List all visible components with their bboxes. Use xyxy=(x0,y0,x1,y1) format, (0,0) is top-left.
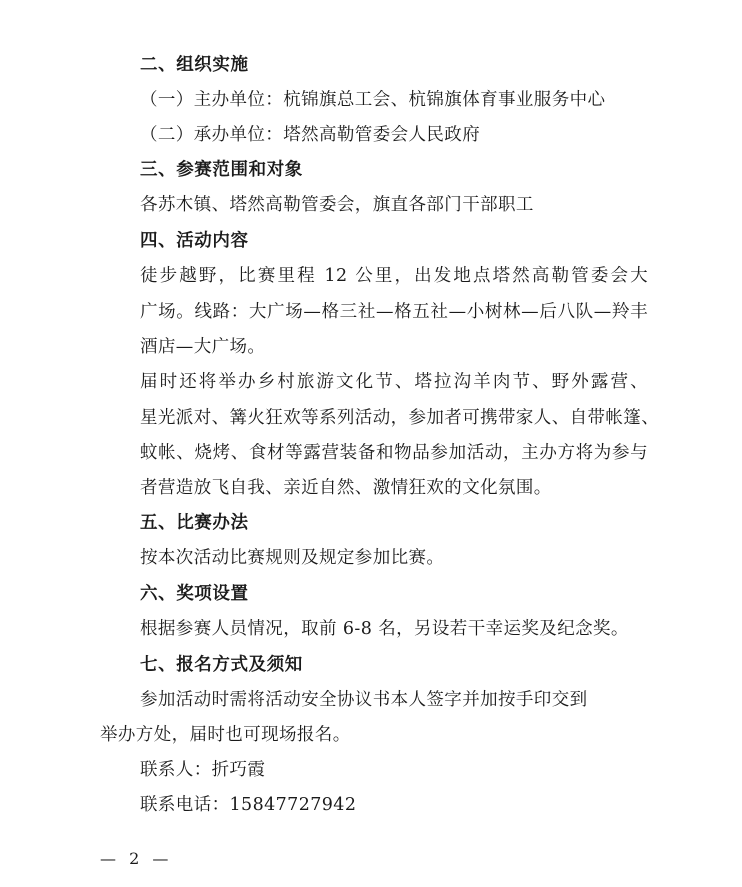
section-7-heading: 七、报名方式及须知 xyxy=(140,655,303,675)
section-7-paragraph-line-2: 举办方处，届时也可现场报名。 xyxy=(100,725,351,745)
section-4-paragraph-1-line-3: 酒店—大广场。 xyxy=(140,337,266,357)
section-4-heading: 四、活动内容 xyxy=(140,231,249,251)
section-2-organizer: （一）主办单位：杭锦旗总工会、杭锦旗体育事业服务中心 xyxy=(140,90,606,110)
section-7-paragraph-line-1: 参加活动时需将活动安全协议书本人签字并加按手印交到 xyxy=(140,690,588,710)
contact-person: 联系人：折巧霞 xyxy=(140,760,266,780)
section-3-heading: 三、参赛范围和对象 xyxy=(140,160,303,180)
section-4-paragraph-2-line-2: 星光派对、篝火狂欢等系列活动，参加者可携带家人、自带帐篷、 xyxy=(140,408,660,428)
section-5-heading: 五、比赛办法 xyxy=(140,513,249,533)
section-6-body: 根据参赛人员情况，取前 6-8 名，另设若干幸运奖及纪念奖。 xyxy=(140,619,629,639)
section-6-heading: 六、奖项设置 xyxy=(140,584,249,604)
section-5-body: 按本次活动比赛规则及规定参加比赛。 xyxy=(140,548,445,568)
contact-phone: 联系电话：15847727942 xyxy=(140,795,357,815)
section-2-host: （二）承办单位：塔然高勒管委会人民政府 xyxy=(140,125,481,145)
section-4-paragraph-1-line-1: 徒步越野，比赛里程 12 公里，出发地点塔然高勒管委会大 xyxy=(140,266,648,286)
section-3-body: 各苏木镇、塔然高勒管委会，旗直各部门干部职工 xyxy=(140,195,534,215)
section-4-paragraph-1-line-2: 广场。线路：大广场—格三社—格五社—小树林—后八队—羚丰 xyxy=(140,302,648,322)
section-2-heading: 二、组织实施 xyxy=(140,55,249,75)
section-4-paragraph-2-line-1: 届时还将举办乡村旅游文化节、塔拉沟羊肉节、野外露营、 xyxy=(140,372,648,392)
page-number: — 2 — xyxy=(100,849,173,868)
section-4-paragraph-2-line-3: 蚊帐、烧烤、食材等露营装备和物品参加活动，主办方将为参与 xyxy=(140,443,648,463)
section-4-paragraph-2-line-4: 者营造放飞自我、亲近自然、激情狂欢的文化氛围。 xyxy=(140,478,552,498)
